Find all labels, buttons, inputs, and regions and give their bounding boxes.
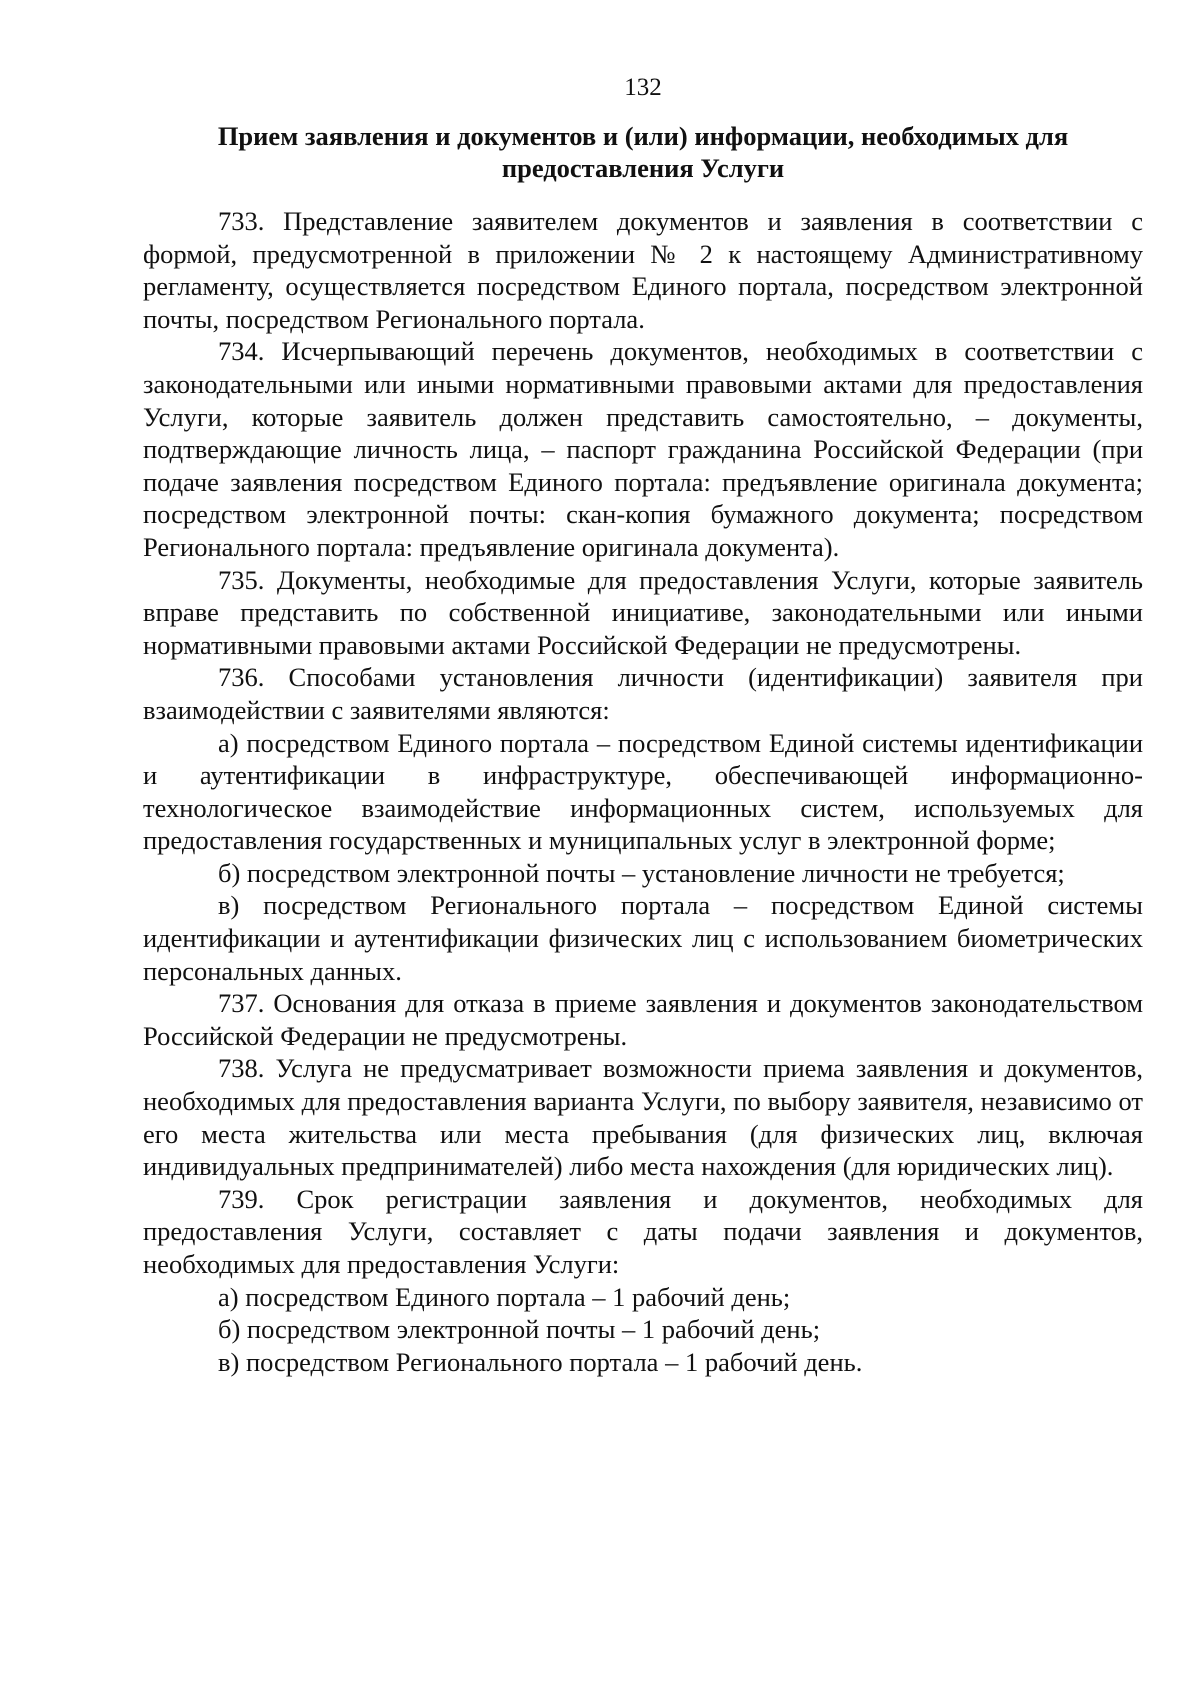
paragraph-739: 739. Срок регистрации заявления и документов, необходимых для предоставления Услуги, составляет с даты подачи заявления и документов, необходимых для предоставления Услуги: <box>143 1183 1143 1279</box>
paragraph-739-a: а) посредством Единого портала – 1 рабочий день; <box>218 1281 791 1312</box>
paragraph-739-b: б) посредством электронной почты – 1 рабочий день; <box>218 1314 821 1345</box>
body-text <box>143 205 1143 1378</box>
section-title-line-2: предоставления Услуги <box>501 153 785 183</box>
section-title-line-1: Прием заявления и документов и (или) информации, необходимых для <box>217 121 1069 151</box>
paragraph-739-v: в) посредством Регионального портала – 1 рабочий день. <box>218 1346 863 1377</box>
paragraph-735: 735. Документы, необходимые для предоставления Услуги, которые заявитель вправе представить по собственной инициативе, законодательными или иными нормативными правовыми актами Российской Федерации не предусмотрены. <box>143 564 1143 660</box>
section-title <box>143 120 1143 184</box>
paragraph-736-b: б) посредством электронной почты – установление личности не требуется; <box>218 857 1065 888</box>
paragraph-737: 737. Основания для отказа в приеме заявления и документов законодательством Российской Федерации не предусмотрены. <box>143 988 1143 1051</box>
paragraph-738: 738. Услуга не предусматривает возможности приема заявления и документов, необходимых для предоставления варианта Услуги, по выбору заявителя, независимо от его места жительства или места пребывания (для физических лиц, включая индивидуальных предпринимателей) либо места нахождения (для юридических лиц). <box>143 1053 1143 1182</box>
paragraph-734: 734. Исчерпывающий перечень документов, необходимых в соответствии с законодательными или иными нормативными правовыми актами для предоставления Услуги, которые заявитель должен представить самостоятельно, – документы, подтверждающие личность лица, – паспорт гражданина Российской Федерации (при подаче заявления посредством Единого портала: предъявление оригинала документа; посредством электронной почты: скан-копия бумажного документа; посредством Регионального портала: предъявление оригинала документа). <box>143 336 1143 562</box>
paragraph-736-a: а) посредством Единого портала – посредством Единой системы идентификации и аутентификации в инфраструктуре, обеспечивающей информационно-технологическое взаимодействие информационных систем, используемых для предоставления государственных и муниципальных услуг в электронной форме; <box>143 727 1143 856</box>
paragraph-736: 736. Способами установления личности (идентификации) заявителя при взаимодействии с заявителями являются: <box>143 662 1143 725</box>
page-number: 132 <box>624 74 662 101</box>
paragraph-733: 733. Представление заявителем документов и заявления в соответствии с формой, предусмотренной в приложении № 2 к настоящему Административному регламенту, осуществляется посредством Единого портала, посредством электронной почты, посредством Регионального портала. <box>143 206 1143 334</box>
paragraph-736-v: в) посредством Регионального портала – посредством Единой системы идентификации и аутентификации физических лиц с использованием биометрических персональных данных. <box>143 890 1143 986</box>
